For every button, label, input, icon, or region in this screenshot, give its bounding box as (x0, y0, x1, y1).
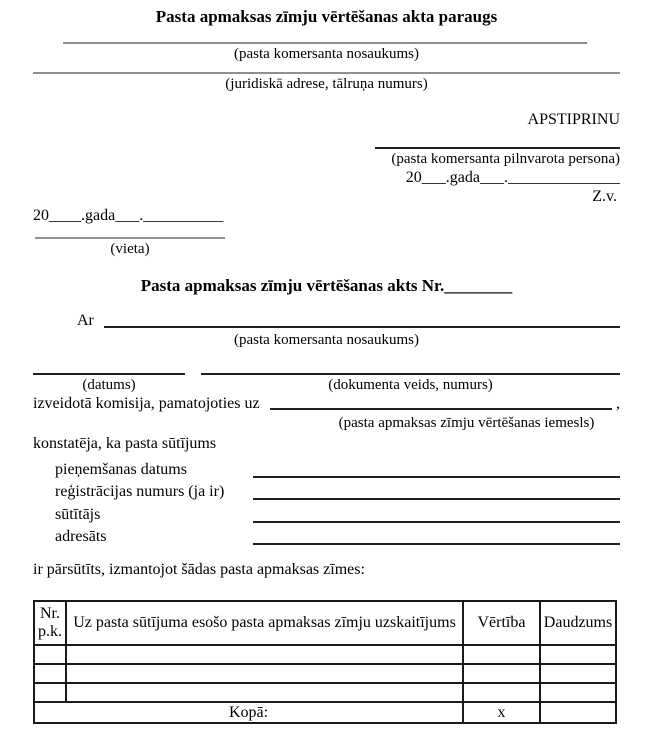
table-empty-cell (34, 664, 66, 683)
table-empty-cell (540, 683, 616, 702)
field-blank-line (253, 476, 620, 478)
approval-person-blank-line (375, 147, 620, 149)
shipment-fields (33, 457, 620, 547)
header-uzskaitijums: Uz pasta sūtījuma esošo pasta apmaksas zīmju uzskaitījums (66, 601, 463, 645)
commission-row (33, 394, 620, 413)
table-total-row (34, 702, 616, 723)
table-empty-cell (34, 645, 66, 664)
ar-company-blank-line (104, 326, 620, 328)
table-empty-cell (540, 645, 616, 664)
field-blank-line (253, 543, 620, 545)
address-blank-line (33, 72, 620, 74)
comma: , (616, 395, 620, 412)
konstateja-text: konstatēja, ka pasta sūtījums (33, 435, 217, 452)
date-column (33, 373, 185, 394)
field-row-acceptance-date (33, 457, 620, 480)
table-empty-cell (34, 683, 66, 702)
table-empty-cell (463, 683, 540, 702)
act-date-blank: 20____.gada___.__________ (33, 207, 224, 224)
table-row (34, 683, 616, 702)
total-vertiba-cell: x (463, 702, 540, 723)
header-daudzums: Daudzums (540, 601, 616, 645)
place-blank-line (35, 237, 225, 239)
commission-text: izveidotā komisija, pamatojoties uz (33, 395, 260, 412)
date-caption: (datums) (82, 377, 136, 393)
header-vertiba: Vērtība (463, 601, 540, 645)
table-row (34, 664, 616, 683)
table-empty-cell (463, 645, 540, 664)
ar-company-caption: (pasta komersanta nosaukums) (234, 332, 419, 348)
date-and-document-row (33, 373, 620, 394)
act-heading: Pasta apmaksas zīmju vērtēšanas akts Nr.________ (140, 276, 513, 295)
total-daudzums-cell (540, 702, 616, 723)
ar-row (77, 311, 620, 330)
field-row-addressee (33, 525, 620, 548)
ar-label: Ar (77, 312, 94, 329)
header-pk: p.k. (38, 623, 62, 640)
address-caption: (juridiskā adrese, tālruņa numurs) (225, 76, 428, 92)
stamps-table (33, 600, 617, 724)
table-row (34, 645, 616, 664)
field-label: pieņemšanas datums (55, 460, 187, 478)
table-empty-cell (66, 645, 463, 664)
table-header-row (34, 601, 616, 645)
field-label: adresāts (55, 528, 107, 545)
table-empty-cell (66, 683, 463, 702)
approval-person-caption: (pasta komersanta pilnvarota persona) (391, 151, 620, 167)
date-blank-line (33, 373, 185, 375)
approval-date-blank: 20___.gada___.______________ (405, 169, 620, 186)
document-title: Pasta apmaksas zīmju vērtēšanas akta paraugs (155, 7, 498, 26)
document-column (201, 373, 620, 394)
field-row-registration-number (33, 480, 620, 503)
header-nr: Nr. (40, 605, 60, 622)
field-label: reģistrācijas numurs (ja ir) (55, 483, 225, 500)
total-label-cell: Kopā: (34, 702, 463, 723)
approval-heading: APSTIPRINU (527, 111, 620, 128)
place-caption: (vieta) (110, 241, 150, 257)
field-blank-line (253, 498, 620, 500)
company-name-blank-line (63, 42, 587, 44)
table-empty-cell (540, 664, 616, 683)
header-nr-pk (34, 601, 66, 645)
table-empty-cell (463, 664, 540, 683)
field-label: sūtītājs (55, 505, 101, 523)
document-caption: (dokumenta veids, numurs) (328, 377, 493, 393)
document-blank-line (201, 373, 620, 375)
seal-label: Z.v. (592, 188, 617, 205)
field-row-sender (33, 502, 620, 525)
reason-caption: (pasta apmaksas zīmju vērtēšanas iemesls) (338, 415, 595, 431)
field-blank-line (253, 521, 620, 523)
table-empty-cell (66, 664, 463, 683)
reason-blank-line (270, 408, 612, 410)
forwarded-text: ir pārsūtīts, izmantojot šādas pasta apmaksas zīmes: (33, 561, 365, 578)
company-name-caption: (pasta komersanta nosaukums) (234, 46, 419, 62)
